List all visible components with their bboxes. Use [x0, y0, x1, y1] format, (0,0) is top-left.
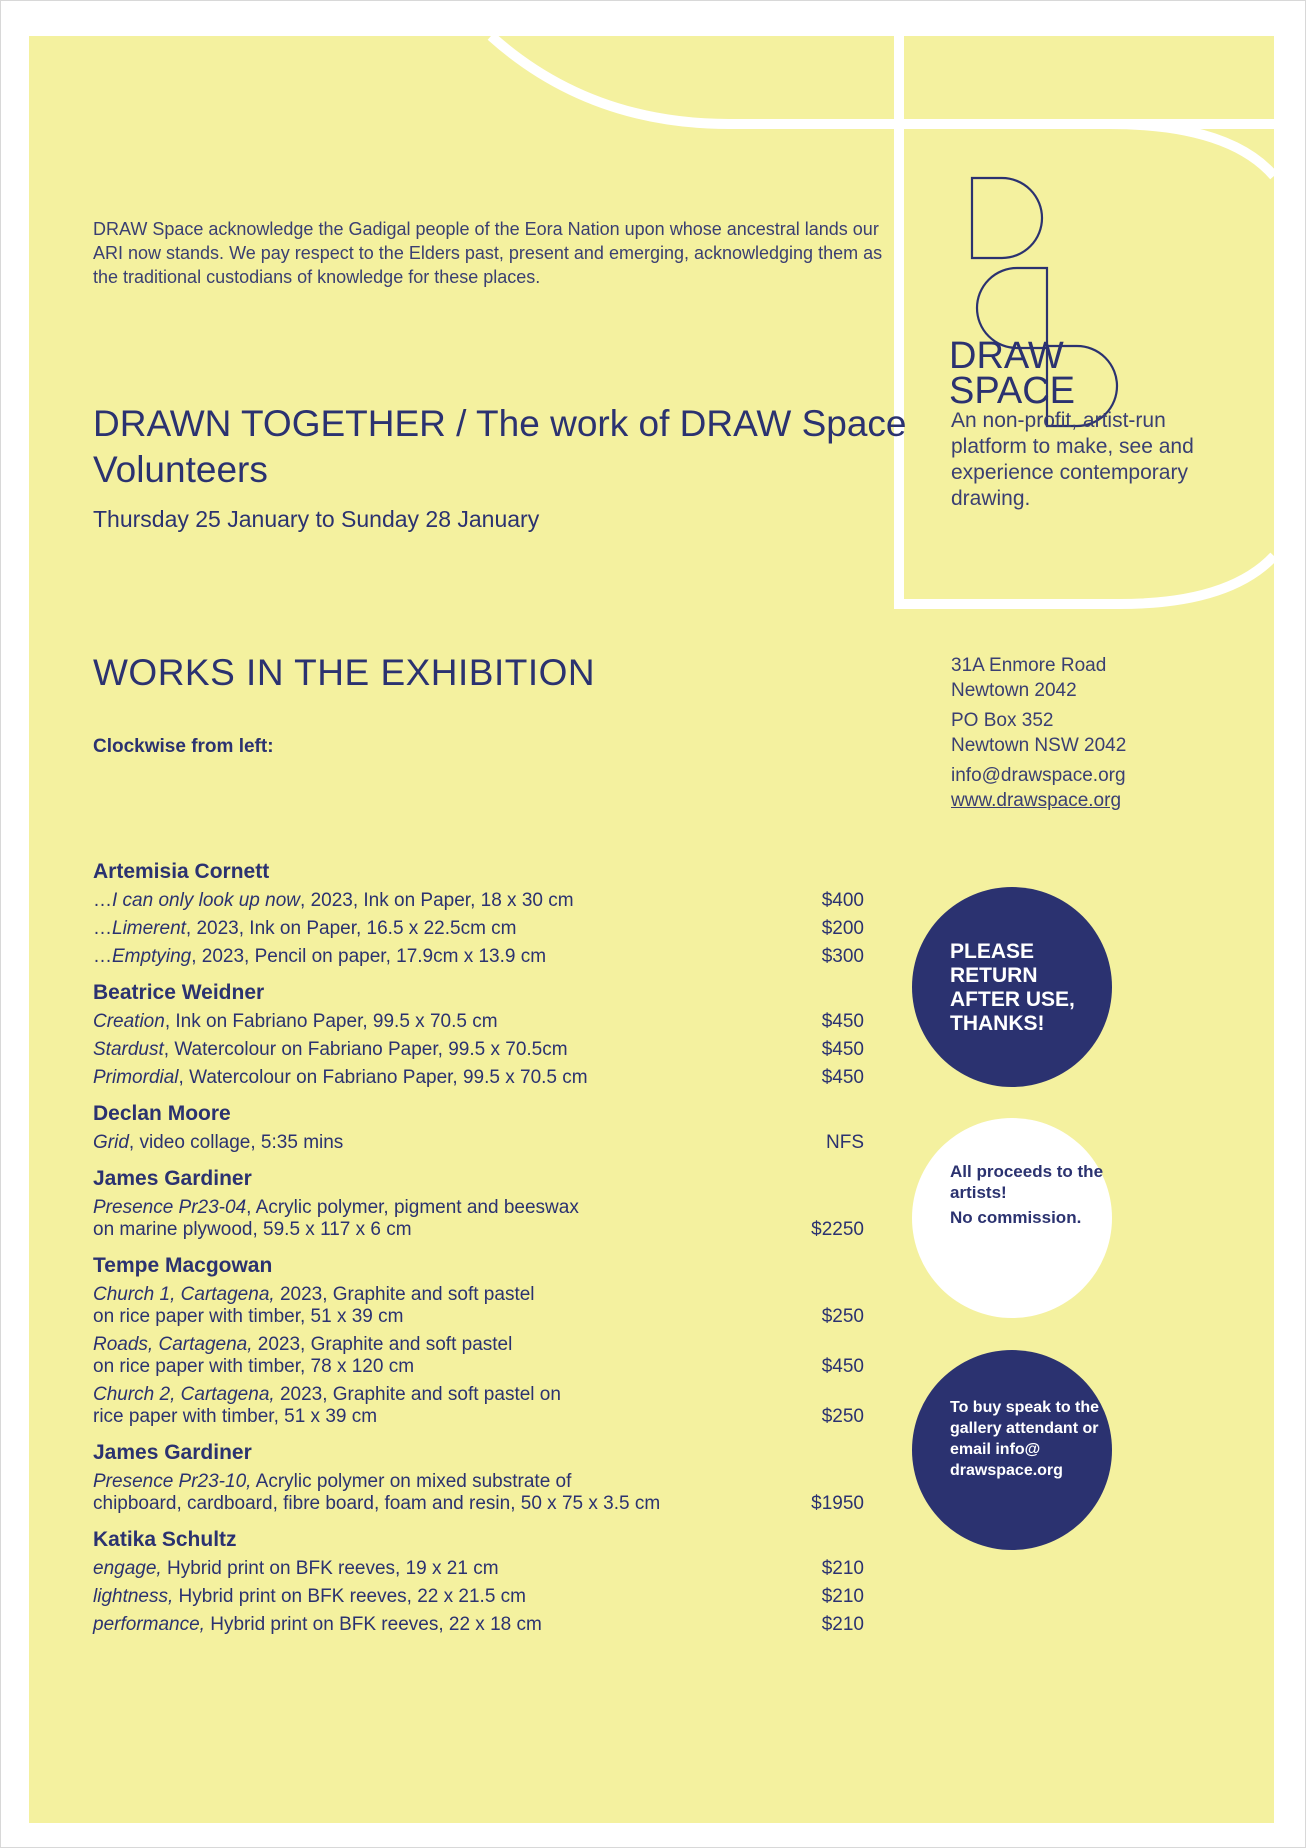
clockwise-label: Clockwise from left: [93, 736, 274, 757]
logo-line-draw: DRAW [949, 335, 1064, 377]
work-row [93, 1197, 864, 1241]
contact-block [951, 653, 1251, 818]
work-description [93, 1471, 811, 1515]
work-description [93, 1586, 822, 1608]
work-details: , Watercolour on Fabriano Paper, 99.5 x 70.5 cm [178, 1067, 588, 1088]
work-prefix: … [93, 890, 112, 911]
work-prefix: … [93, 946, 112, 967]
work-details: Acrylic polymer on mixed substrate of [251, 1471, 572, 1492]
work-title: Grid [93, 1132, 129, 1153]
work-price: NFS [826, 1132, 864, 1153]
exhibition-sheet [29, 36, 1274, 1823]
work-description [93, 1039, 822, 1061]
work-price: $400 [821, 890, 864, 911]
work-row [93, 1067, 864, 1089]
work-details-line-2: on marine plywood, 59.5 x 117 x 6 cm [93, 1219, 412, 1240]
work-row [93, 946, 864, 968]
work-description [93, 1284, 822, 1328]
artist-name: Artemisia Cornett [93, 860, 270, 883]
work-description [93, 1197, 811, 1241]
work-title: Emptying [112, 946, 192, 967]
work-prefix: … [93, 918, 112, 939]
work-price: $450 [821, 1067, 864, 1088]
artist-name: Beatrice Weidner [93, 981, 265, 1004]
logo-line-space: SPACE [949, 370, 1076, 412]
artist-name: Tempe Macgowan [93, 1254, 273, 1277]
address-line-1: 31A Enmore Road [951, 655, 1107, 676]
address-line-2: Newtown 2042 [951, 680, 1077, 701]
work-details-line-2: on rice paper with timber, 51 x 39 cm [93, 1306, 404, 1327]
work-title: performance, [93, 1614, 205, 1635]
work-row [93, 918, 864, 940]
work-details: , 2023, Ink on Paper, 16.5 x 22.5cm cm [185, 918, 517, 939]
work-details: , 2023, Ink on Paper, 18 x 30 cm [300, 890, 574, 911]
work-row [93, 1384, 864, 1428]
work-price: $1950 [811, 1493, 864, 1514]
work-details: , Watercolour on Fabriano Paper, 99.5 x 70.5cm [163, 1039, 568, 1060]
work-row [93, 1558, 864, 1580]
work-description [93, 1614, 822, 1636]
work-details: 2023, Graphite and soft pastel [274, 1284, 535, 1305]
work-price: $300 [821, 946, 864, 967]
work-title: Stardust [93, 1039, 164, 1060]
work-price: $200 [821, 918, 864, 939]
work-details: , Ink on Fabriano Paper, 99.5 x 70.5 cm [164, 1011, 498, 1032]
work-row [93, 1284, 864, 1328]
work-title: Church 1, Cartagena, [93, 1284, 275, 1305]
artist-name: James Gardiner [93, 1167, 252, 1190]
work-price: $2250 [811, 1219, 864, 1240]
work-description [93, 890, 822, 912]
work-price: $250 [821, 1306, 864, 1327]
work-row [93, 1132, 864, 1154]
work-price: $210 [821, 1614, 864, 1635]
work-details: Hybrid print on BFK reeves, 19 x 21 cm [161, 1558, 499, 1579]
work-row [93, 1039, 864, 1061]
work-price: $450 [821, 1039, 864, 1060]
website-link[interactable]: www.drawspace.org [951, 790, 1122, 811]
work-title: engage, [93, 1558, 162, 1579]
work-description [93, 1067, 822, 1089]
work-title: Church 2, Cartagena, [93, 1384, 275, 1405]
work-title: Primordial [93, 1067, 179, 1088]
work-details: Hybrid print on BFK reeves, 22 x 21.5 cm [173, 1586, 526, 1607]
work-row [93, 1586, 864, 1608]
work-description [93, 918, 822, 940]
work-row [93, 1471, 864, 1515]
work-price: $250 [821, 1406, 864, 1427]
artist-group [93, 1166, 864, 1241]
acknowledgement-text: DRAW Space acknowledge the Gadigal people of the Eora Nation upon whose ancestral lands our ARI now stands. We pay respect to the Elders past, present and emerging, acknowledging them as the traditional custodians of knowledge for these places. [93, 219, 883, 287]
buy-notice-text: To buy speak to the gallery attendant or email info@ drawspace.org [950, 1399, 1100, 1479]
work-price: $450 [821, 1011, 864, 1032]
work-title: Roads, Cartagena, [93, 1334, 253, 1355]
work-details: 2023, Graphite and soft pastel [252, 1334, 513, 1355]
artist-name: James Gardiner [93, 1441, 252, 1464]
work-details: , 2023, Pencil on paper, 17.9cm x 13.9 cm [191, 946, 547, 967]
work-price: $450 [821, 1356, 864, 1377]
work-row [93, 1011, 864, 1033]
artist-name: Declan Moore [93, 1102, 231, 1125]
draw-space-logo [947, 168, 1207, 428]
tagline: An non-profit, artist-run platform to make, see and experience contemporary drawing. [951, 409, 1194, 510]
artist-group [93, 859, 864, 968]
work-description [93, 1558, 822, 1580]
work-title: lightness, [93, 1586, 174, 1607]
artist-group [93, 1101, 864, 1154]
work-title: Limerent [112, 918, 186, 939]
work-row [93, 1614, 864, 1636]
work-price: $210 [821, 1586, 864, 1607]
po-box-line-2: Newtown NSW 2042 [951, 735, 1127, 756]
return-notice-badge [912, 887, 1112, 1087]
work-row [93, 1334, 864, 1378]
work-details: , video collage, 5:35 mins [128, 1132, 344, 1153]
works-list [93, 859, 864, 1648]
artist-group [93, 1440, 864, 1515]
work-description [93, 1384, 822, 1428]
work-price: $210 [821, 1558, 864, 1579]
po-box-line-1: PO Box 352 [951, 710, 1054, 731]
no-commission-text: No commission. [950, 1208, 1082, 1227]
contact-email[interactable]: info@drawspace.org [951, 765, 1126, 786]
work-title: I can only look up now [112, 890, 301, 911]
artist-name: Katika Schultz [93, 1528, 237, 1551]
work-title: Creation [93, 1011, 165, 1032]
exhibition-title: DRAWN TOGETHER / The work of DRAW Space Volunteers [93, 403, 907, 490]
artist-group [93, 1527, 864, 1636]
work-description [93, 1132, 826, 1154]
work-details-line-2: on rice paper with timber, 78 x 120 cm [93, 1356, 415, 1377]
artist-group [93, 980, 864, 1089]
work-details: , Acrylic polymer, pigment and beeswax [246, 1197, 579, 1218]
work-description [93, 946, 822, 968]
work-details-line-2: rice paper with timber, 51 x 39 cm [93, 1406, 378, 1427]
work-details-line-2: chipboard, cardboard, fibre board, foam and resin, 50 x 75 x 3.5 cm [93, 1493, 661, 1514]
buy-notice-badge [912, 1350, 1112, 1550]
proceeds-badge [912, 1118, 1112, 1318]
work-details: 2023, Graphite and soft pastel on [274, 1384, 561, 1405]
work-description [93, 1011, 822, 1033]
work-row [93, 890, 864, 912]
work-title: Presence Pr23-04 [93, 1197, 247, 1218]
return-notice-text: PLEASE RETURN AFTER USE, THANKS! [950, 940, 1075, 1035]
exhibition-dates: Thursday 25 January to Sunday 28 January [93, 506, 540, 532]
works-heading: WORKS IN THE EXHIBITION [93, 652, 596, 693]
artist-group [93, 1253, 864, 1428]
proceeds-text: All proceeds to the artists! [950, 1162, 1104, 1202]
work-title: Presence Pr23-10, [93, 1471, 252, 1492]
work-details: Hybrid print on BFK reeves, 22 x 18 cm [204, 1614, 542, 1635]
work-description [93, 1334, 822, 1378]
